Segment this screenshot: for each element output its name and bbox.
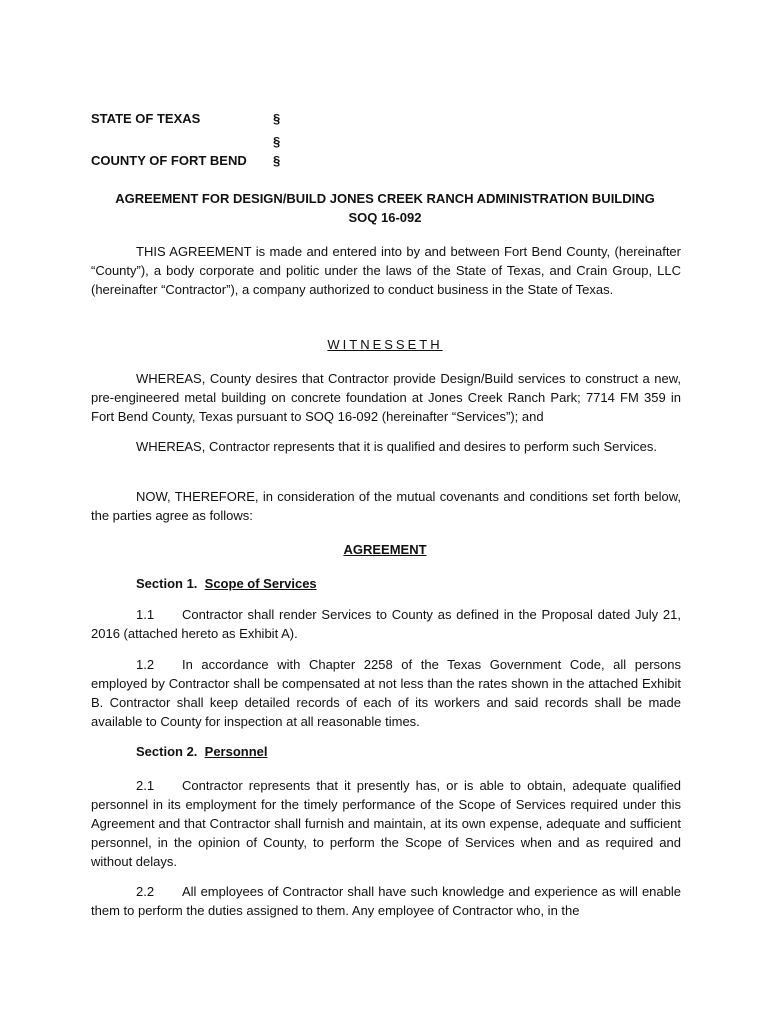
section-2-prefix: Section 2. bbox=[136, 744, 198, 759]
section-2-heading bbox=[136, 742, 268, 761]
caption-state: STATE OF TEXAS bbox=[91, 111, 201, 126]
agreement-title bbox=[91, 189, 679, 227]
clause-text: All employees of Contractor shall have such knowledge and experience as will enable them to perform the duties assigned to them. Any employee of Contractor who, in the bbox=[91, 884, 681, 918]
whereas-paragraph-1: WHEREAS, County desires that Contractor provide Design/Build services to construct a new, pre-engineered metal building on concrete foundation at Jones Creek Ranch Park; 7714 FM 359 in Fort Bend County, Texas pursuant to SOQ 16-092 (hereinafter “Services”); and bbox=[91, 371, 681, 424]
witnesseth-heading bbox=[91, 335, 679, 354]
intro-paragraph: THIS AGREEMENT is made and entered into by and between Fort Bend County, (hereinafter “County”), a body corporate and politic under the laws of the State of Texas, and Crain Group, LLC (hereinafter “Contractor”), a company authorized to conduct business in the State of Texas. bbox=[91, 244, 681, 297]
clause-number: 2.2 bbox=[136, 884, 155, 899]
clause-number: 1.1 bbox=[136, 607, 155, 622]
section-2-title: Personnel bbox=[204, 744, 268, 759]
section-mark: § bbox=[273, 111, 281, 126]
title-line-2: SOQ 16-092 bbox=[348, 210, 422, 225]
agreement-heading-text: AGREEMENT bbox=[343, 542, 427, 557]
clause-text: In accordance with Chapter 2258 of the Texas Government Code, all persons employed by Contractor shall be compensated at not less than the rates shown in the attached Exhibit B. Contractor shall keep detailed records of each of its workers and said records shall be made available to County for inspection at all reasonable times. bbox=[91, 657, 681, 729]
clause-number: 2.1 bbox=[136, 778, 155, 793]
clause-text: Contractor represents that it presently has, or is able to obtain, adequate qualified personnel in its employment for the timely performance of the Scope of Services required under this Agreement and that Contractor shall furnish and maintain, at its own expense, adequate and sufficient personnel, in the opinion of County, to perform the Scope of Services when and as required and without delays. bbox=[91, 778, 681, 869]
section-1-title: Scope of Services bbox=[204, 576, 317, 591]
agreement-heading bbox=[91, 540, 679, 559]
clause-text: Contractor shall render Services to County as defined in the Proposal dated July 21, 2016 (attached hereto as Exhibit A). bbox=[91, 607, 681, 641]
clause-number: 1.2 bbox=[136, 657, 155, 672]
section-1-heading bbox=[136, 574, 317, 593]
clause-2-1 bbox=[91, 776, 681, 871]
witnesseth-text: WITNESSETH bbox=[327, 337, 443, 352]
caption-county: COUNTY OF FORT BEND bbox=[91, 153, 247, 168]
clause-1-2 bbox=[91, 655, 681, 731]
section-1-prefix: Section 1. bbox=[136, 576, 198, 591]
section-mark: § bbox=[273, 153, 281, 168]
whereas-paragraph-2: WHEREAS, Contractor represents that it is qualified and desires to perform such Services. bbox=[136, 439, 657, 454]
section-mark: § bbox=[273, 134, 281, 149]
clause-2-2 bbox=[91, 882, 681, 920]
therefore-paragraph: NOW, THEREFORE, in consideration of the mutual covenants and conditions set forth below, the parties agree as follows: bbox=[91, 489, 681, 523]
title-line-1: AGREEMENT FOR DESIGN/BUILD JONES CREEK RANCH ADMINISTRATION BUILDING bbox=[115, 191, 655, 206]
clause-1-1 bbox=[91, 605, 681, 643]
